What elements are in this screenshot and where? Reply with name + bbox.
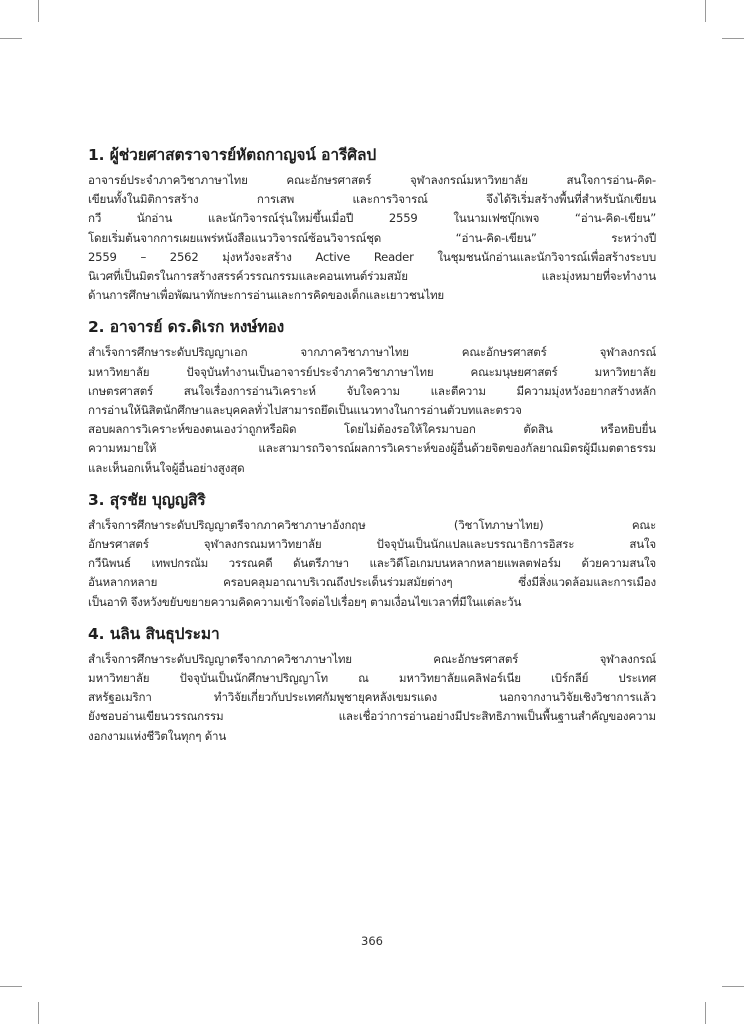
crop-mark-bottom-left-v [38,1002,39,1024]
paragraph-line: เป็นอาทิ จึงหวังขยับขยายความคิดความเข้าใจต่อไปเรื่อยๆ ตามเงื่อนไขเวลาที่มีในแต่ละวัน [88,594,522,609]
paragraph-line: สอบผลการวิเคราะห์ของตนเองว่าถูกหรือผิด โดยไม่ต้องรอให้ใครมาบอก ตัดสิน หรือหยิบยื่น [88,422,656,437]
bio-paragraph [88,516,656,612]
paragraph-line: โดยเริ่มต้นจากการเผยแพร่หนังสือแนววิจารณ์ซ้อนวิจารณ์ชุด “อ่าน-คิด-เขียน” ระหว่างปี [88,230,656,245]
paragraph-line: เขียนทั้งในมิติการสร้าง การเสพ และการวิจารณ์ จึงได้ริเริ่มสร้างพื้นที่สำหรับนักเขียน [88,192,656,207]
paragraph-line: สำเร็จการศึกษาระดับปริญญาตรีจากภาควิชาภาษาอังกฤษ (วิชาโทภาษาไทย) คณะ [88,517,656,532]
paragraph-line: สหรัฐอเมริกา ทำวิจัยเกี่ยวกับประเทศกัมพูชายุคหลังเขมรแดง นอกจากงานวิจัยเชิงวิชาการแล้ว [88,690,656,705]
paragraph-line: งอกงามแห่งชีวิตในทุกๆ ด้าน [88,728,227,743]
paragraph-line: มหาวิทยาลัย ปัจจุบันเป็นนักศึกษาปริญญาโท ณ มหาวิทยาลัยแคลิฟอร์เนีย เบิร์กลีย์ ประเทศ [88,671,656,686]
bio-paragraph [88,171,656,305]
bio-section-1 [88,144,656,305]
crop-mark-top-left-h [0,38,22,39]
crop-mark-top-left-v [38,0,39,22]
paragraph-line: อักษรศาสตร์ จุฬาลงกรณมหาวิทยาลัย ปัจจุบันเป็นนักแปลและบรรณาธิการอิสระ สนใจ [88,537,656,552]
page-content [88,144,656,757]
paragraph-line: เกษตรศาสตร์ สนใจเรื่องการอ่านวิเคราะห์ จับใจความ และตีความ มีความมุ่งหวังอยากสร้างหลัก [88,383,656,398]
paragraph-line: กวี นักอ่าน และนักวิจารณ์รุ่นใหม่ขึ้นเมื่อปี 2559 ในนามเฟซบุ๊กเพจ “อ่าน-คิด-เขียน” [88,211,656,226]
paragraph-line: นิเวศที่เป็นมิตรในการสร้างสรรค์วรรณกรรมและคอนเทนต์ร่วมสมัย และมุ่งหมายที่จะทำงาน [88,269,656,284]
bio-heading: 2. อาจารย์ ดร.ดิเรก หงษ์ทอง [88,318,285,337]
crop-mark-bottom-right-h [722,986,744,987]
bio-paragraph [88,650,656,746]
bio-section-3 [88,489,656,612]
paragraph-line: การอ่านให้นิสิตนักศึกษาและบุคคลทั่วไปสามารถยึดเป็นแนวทางในการอ่านตัวบทและตรวจ [88,403,522,418]
paragraph-line: และเห็นอกเห็นใจผู้อื่นอย่างสูงสุด [88,460,245,475]
paragraph-line: อันหลากหลาย ครอบคลุมอาณาบริเวณถึงประเด็นร่วมสมัยต่างๆ ซึ่งมีสิ่งแวดล้อมและการเมือง [88,575,656,590]
paragraph-line: มหาวิทยาลัย ปัจจุบันทำงานเป็นอาจารย์ประจำภาควิชาภาษาไทย คณะมนุษยศาสตร์ มหาวิทยาลัย [88,364,656,379]
bio-section-2 [88,316,656,477]
bio-paragraph [88,343,656,477]
paragraph-line: สำเร็จการศึกษาระดับปริญญาตรีจากภาควิชาภาษาไทย คณะอักษรศาสตร์ จุฬาลงกรณ์ [88,651,656,666]
bio-heading: 1. ผู้ช่วยศาสตราจารย์หัตถกาญจน์ อารีศิลป [88,146,377,164]
crop-mark-bottom-left-h [0,986,22,987]
crop-mark-top-right-v [705,0,706,22]
paragraph-line: สำเร็จการศึกษาระดับปริญญาเอก จากภาควิชาภาษาไทย คณะอักษรศาสตร์ จุฬาลงกรณ์ [88,345,656,360]
paragraph-line: กวีนิพนธ์ เทพปกรณัม วรรณคดี ดันตรีภาษา และวิดีโอเกมบนหลากหลายแพลตฟอร์ม ด้วยความสนใจ [88,556,656,571]
bio-heading: 4. นลิน สินธุประมา [88,624,220,643]
crop-mark-top-right-h [722,38,744,39]
page-number: 366 [361,934,383,948]
bio-heading: 3. สุรชัย บุญญสิริ [88,490,206,509]
paragraph-line: 2559 – 2562 มุ่งหวังจะสร้าง Active Reader ในชุมชนนักอ่านและนักวิจารณ์เพื่อสร้างระบบ [88,249,656,264]
crop-mark-bottom-right-v [705,1002,706,1024]
paragraph-line: ยังชอบอ่านเขียนวรรณกรรม และเชื่อว่าการอ่านอย่างมีประสิทธิภาพเป็นพื้นฐานสำคัญของความ [88,709,656,724]
paragraph-line: อาจารย์ประจำภาควิชาภาษาไทย คณะอักษรศาสตร์ จุฬาลงกรณ์มหาวิทยาลัย สนใจการอ่าน-คิด- [88,173,656,187]
paragraph-line: ความหมายให้ และสามารถวิจารณ์ผลการวิเคราะห์ของผู้อื่นด้วยจิตของกัลยาณมิตรผู้มีเมตตาธรรม [88,441,656,456]
paragraph-line: ด้านการศึกษาเพื่อพัฒนาทักษะการอ่านและการคิดของเด็กและเยาวชนไทย [88,288,445,303]
bio-section-4 [88,623,656,746]
